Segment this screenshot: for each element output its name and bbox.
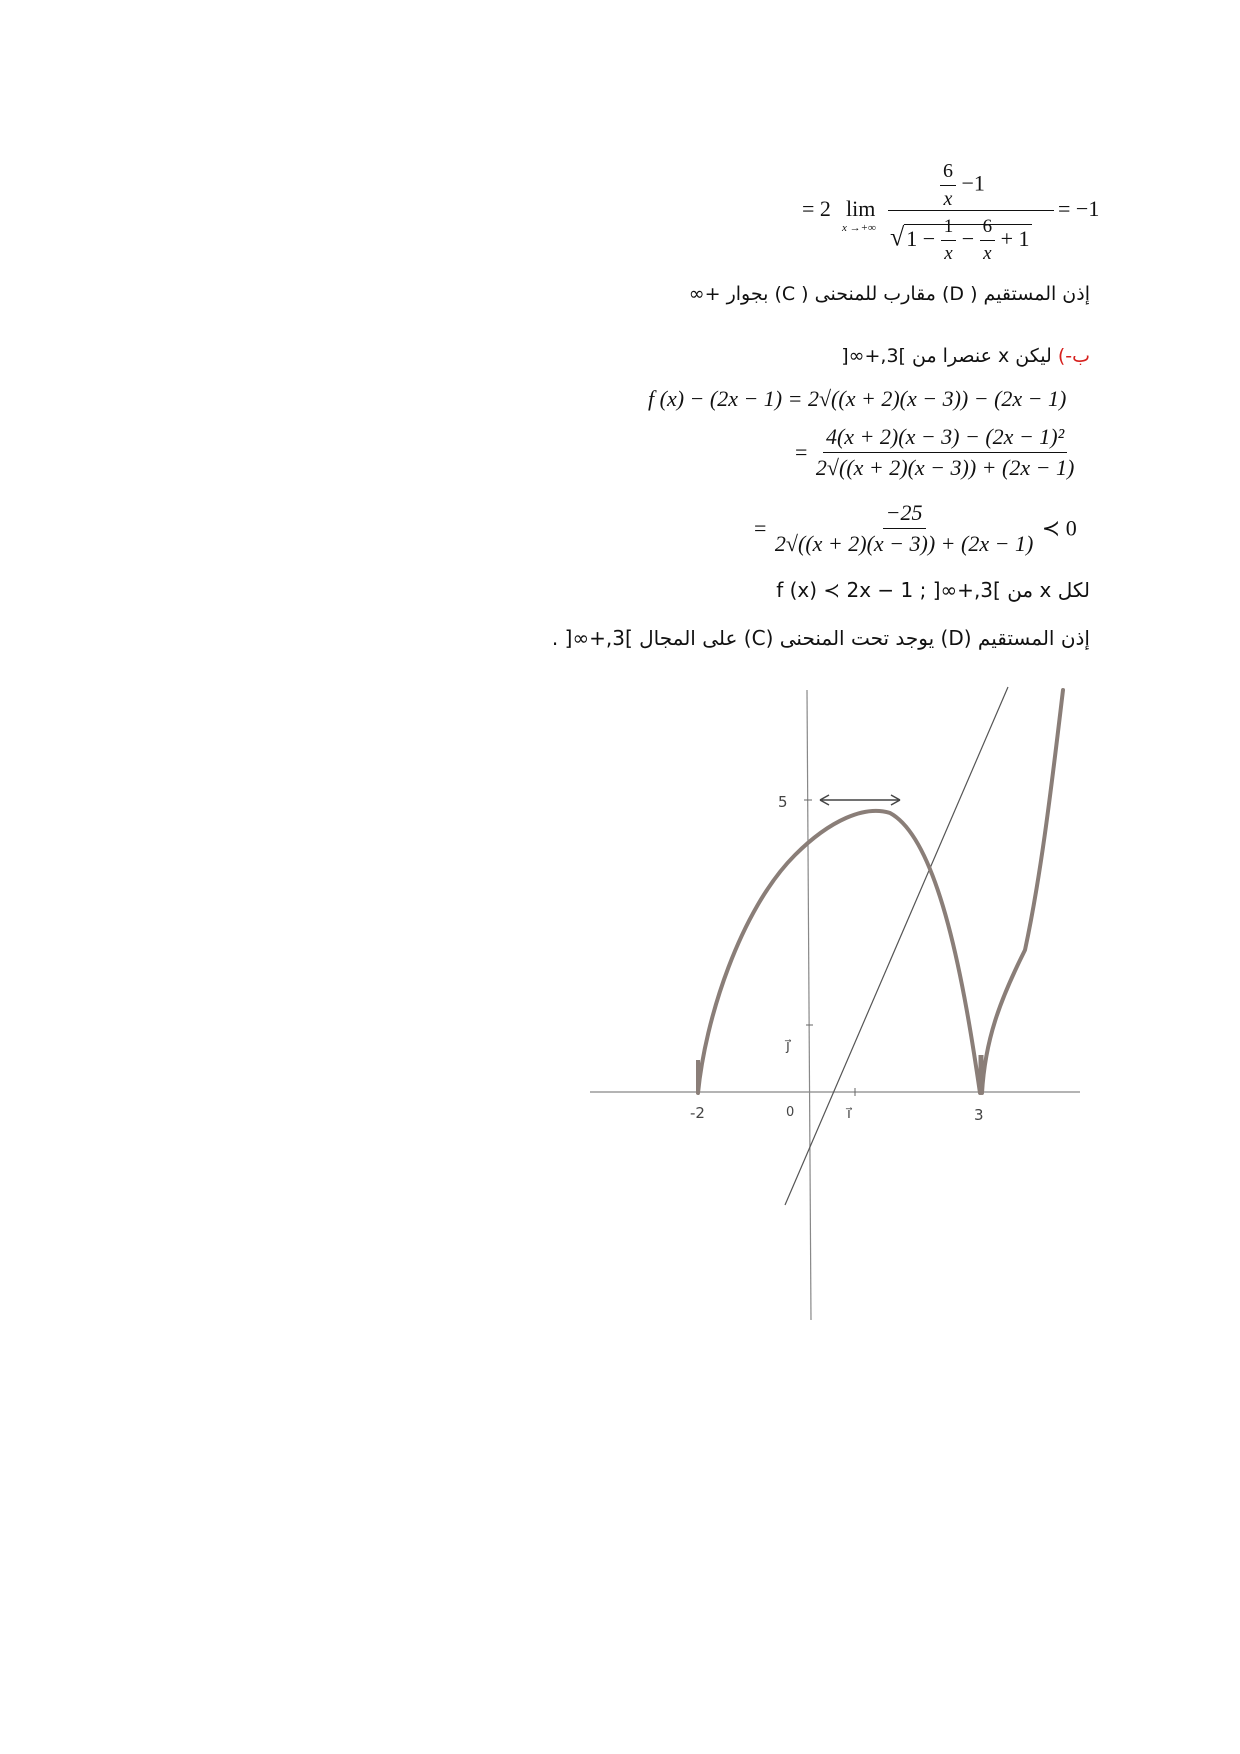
function-graph [580, 680, 1100, 1330]
limit-numerator: $\frac{6}{x}$ −1 [940, 160, 985, 211]
limit-fraction-bar [888, 210, 1054, 211]
difference-line-1: f (x) − (2x − 1) = 2√((x + 2)(x − 3)) − (2x − 1) [648, 386, 1067, 411]
difference-line-3-tail: ≺ 0 [1041, 515, 1077, 541]
for-all-x-line: لكل x من ]3,+∞[ ; f (x) ≺ 2x − 1 [776, 578, 1090, 602]
limit-denominator: √1 − $\frac{1}{x}$ − $\frac{6}{x}$ + 1 [890, 216, 1030, 264]
limit-expression [802, 160, 1102, 280]
label-x-3: 3 [974, 1106, 984, 1124]
asymptote-conclusion: إذن المستقيم ( D) مقارب للمنحنى ( C) بجوار +∞ [688, 283, 1090, 305]
asymptote-line-d [785, 687, 1008, 1205]
difference-line-2: = $\frac{\text{4(x + 2)(x − 3) − (2x − 1)²}}{2√((x + 2)(x - 3)) + (2x - 1)}$ [795, 424, 1077, 481]
final-conclusion: إذن المستقيم (D) يوجد تحت المنحنى (C) على المجال ]3,+∞[ . [551, 626, 1090, 650]
limit-result: = −1 [1058, 196, 1100, 221]
y-axis [807, 690, 811, 1320]
curve-arch [698, 811, 980, 1093]
limit-eq-prefix: = 2 [802, 196, 831, 221]
limit-subscript: x →+∞ [842, 222, 876, 234]
label-y-5: 5 [778, 793, 788, 811]
label-vec-j: j⃗ [786, 1038, 790, 1054]
difference-line-3-numerator: −25 [883, 500, 926, 529]
difference-line-3-denominator: 2√((x + 2)(x − 3)) + (2x − 1) [774, 531, 1034, 556]
difference-line-3: = $\frac{-25}{2√((x + 2)(x - 3)) + (2x - 1)}$ ≺ 0 [754, 500, 1077, 556]
part-b-line [841, 345, 1090, 367]
label-vec-i: i⃗ [847, 1106, 851, 1122]
difference-line-2-numerator: 4(x + 2)(x − 3) − (2x − 1)² [823, 424, 1067, 453]
part-b-text: ليكن x عنصرا من ]3,+∞[ [841, 345, 1052, 367]
limit-word: lim [846, 196, 876, 221]
part-b-label: ب-) [1057, 345, 1090, 367]
label-origin: 0 [786, 1105, 795, 1120]
curve-right-branch [982, 690, 1063, 1093]
label-x-neg2: -2 [690, 1104, 705, 1122]
difference-line-2-denominator: 2√((x + 2)(x − 3)) + (2x − 1) [815, 455, 1075, 480]
